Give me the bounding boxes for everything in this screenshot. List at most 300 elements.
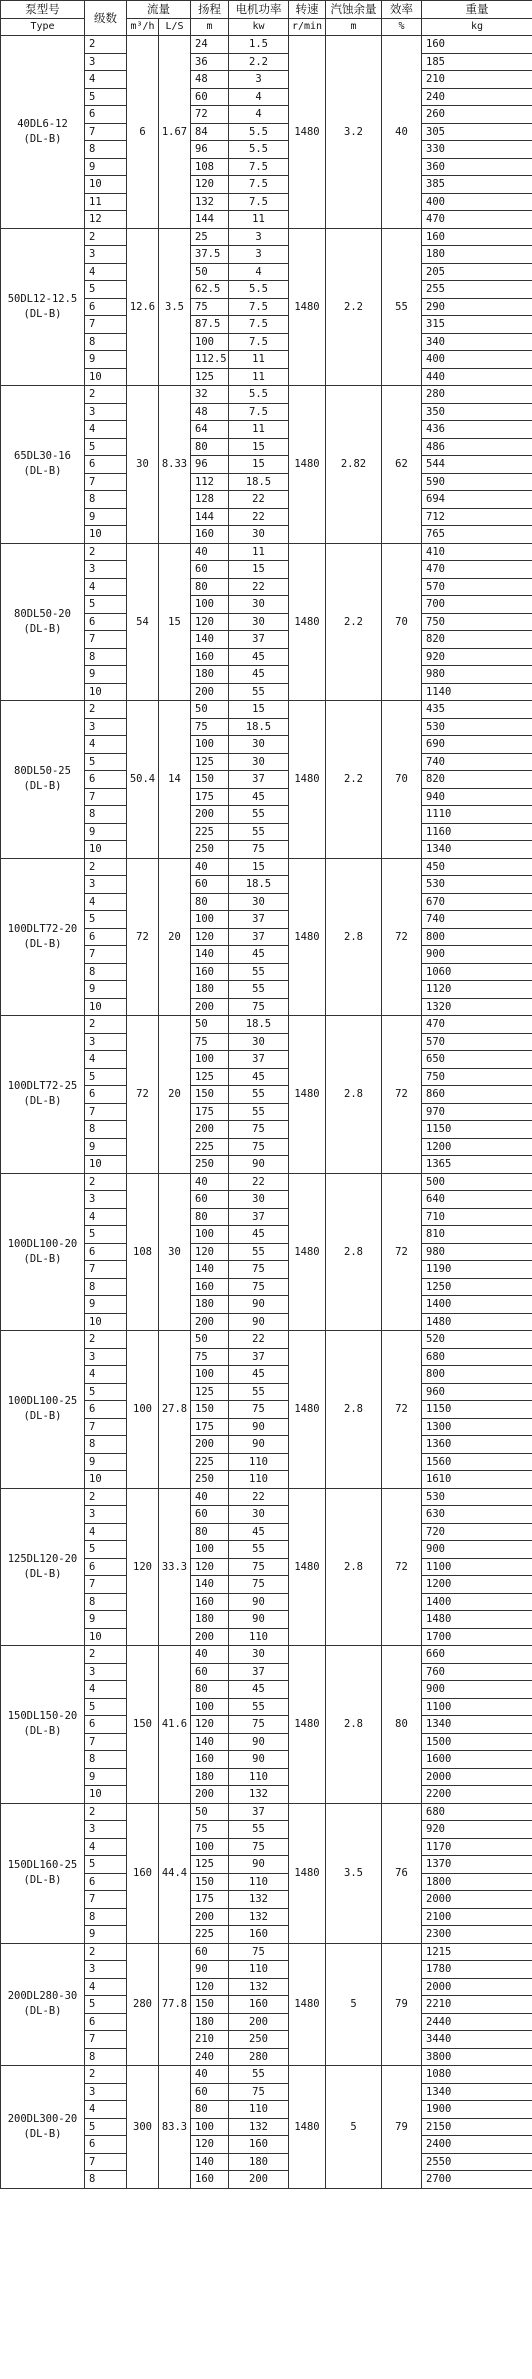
- power-cell: 55: [229, 981, 289, 999]
- flow-m3h-cell: 280: [127, 1943, 159, 2066]
- head-cell: 140: [191, 1261, 229, 1279]
- weight-cell: 330: [422, 141, 532, 159]
- weight-cell: 1060: [422, 963, 532, 981]
- weight-cell: 920: [422, 1821, 532, 1839]
- flow-ls-cell: 3.5: [159, 228, 191, 386]
- weight-cell: 860: [422, 1086, 532, 1104]
- weight-cell: 530: [422, 1488, 532, 1506]
- weight-cell: 530: [422, 876, 532, 894]
- head-cell: 80: [191, 438, 229, 456]
- weight-cell: 1400: [422, 1296, 532, 1314]
- model-variant: (DL-B): [23, 937, 62, 950]
- stage-cell: 4: [85, 2101, 127, 2119]
- model-variant: (DL-B): [23, 2127, 62, 2140]
- model-name: 100DLT72-25: [7, 1080, 78, 1093]
- weight-cell: 435: [422, 701, 532, 719]
- flow-ls-cell: 14: [159, 701, 191, 859]
- header-efficiency-unit: %: [382, 18, 422, 36]
- npsh-cell: 3.2: [326, 36, 382, 229]
- head-cell: 144: [191, 211, 229, 229]
- speed-cell: 1480: [289, 386, 326, 544]
- head-cell: 125: [191, 1068, 229, 1086]
- power-cell: 7.5: [229, 193, 289, 211]
- stage-cell: 5: [85, 438, 127, 456]
- power-cell: 132: [229, 1786, 289, 1804]
- head-cell: 100: [191, 1838, 229, 1856]
- model-variant: (DL-B): [23, 307, 62, 320]
- stage-cell: 6: [85, 928, 127, 946]
- flow-ls-cell: 1.67: [159, 36, 191, 229]
- flow-m3h-cell: 50.4: [127, 701, 159, 859]
- weight-cell: 750: [422, 613, 532, 631]
- weight-cell: 800: [422, 928, 532, 946]
- power-cell: 132: [229, 1891, 289, 1909]
- efficiency-cell: 40: [382, 36, 422, 229]
- head-cell: 75: [191, 1348, 229, 1366]
- power-cell: 37: [229, 631, 289, 649]
- power-cell: 30: [229, 1646, 289, 1664]
- head-cell: 40: [191, 543, 229, 561]
- weight-cell: 1480: [422, 1313, 532, 1331]
- model-name: 200DL300-20: [7, 2112, 78, 2125]
- power-cell: 110: [229, 1873, 289, 1891]
- power-cell: 75: [229, 1558, 289, 1576]
- stage-cell: 9: [85, 1768, 127, 1786]
- stage-cell: 3: [85, 403, 127, 421]
- weight-cell: 570: [422, 578, 532, 596]
- power-cell: 5.5: [229, 123, 289, 141]
- weight-cell: 210: [422, 71, 532, 89]
- stage-cell: 5: [85, 1996, 127, 2014]
- stage-cell: 5: [85, 88, 127, 106]
- head-cell: 100: [191, 596, 229, 614]
- power-cell: 15: [229, 456, 289, 474]
- head-cell: 140: [191, 946, 229, 964]
- head-cell: 140: [191, 1733, 229, 1751]
- weight-cell: 660: [422, 1646, 532, 1664]
- head-cell: 50: [191, 263, 229, 281]
- weight-cell: 1340: [422, 2083, 532, 2101]
- head-cell: 150: [191, 1996, 229, 2014]
- weight-cell: 544: [422, 456, 532, 474]
- stage-cell: 3: [85, 1191, 127, 1209]
- model-cell: [1, 228, 85, 386]
- weight-cell: 1100: [422, 1558, 532, 1576]
- stage-cell: 10: [85, 1628, 127, 1646]
- head-cell: 180: [191, 1611, 229, 1629]
- header-efficiency: 效率: [382, 1, 422, 19]
- head-cell: 80: [191, 1523, 229, 1541]
- head-cell: 250: [191, 1156, 229, 1174]
- stage-cell: 2: [85, 1943, 127, 1961]
- head-cell: 120: [191, 928, 229, 946]
- header-head: 扬程: [191, 1, 229, 19]
- model-variant: (DL-B): [23, 1874, 62, 1886]
- speed-cell: 1480: [289, 228, 326, 386]
- power-cell: 30: [229, 613, 289, 631]
- stage-cell: 7: [85, 1418, 127, 1436]
- stage-cell: 7: [85, 946, 127, 964]
- weight-cell: 760: [422, 1663, 532, 1681]
- head-cell: 200: [191, 1908, 229, 1926]
- head-cell: 250: [191, 841, 229, 859]
- weight-cell: 2150: [422, 2118, 532, 2136]
- power-cell: 55: [229, 683, 289, 701]
- header-weight-unit: kg: [422, 18, 532, 36]
- weight-cell: 486: [422, 438, 532, 456]
- weight-cell: 160: [422, 228, 532, 246]
- power-cell: 4: [229, 88, 289, 106]
- head-cell: 140: [191, 631, 229, 649]
- power-cell: 7.5: [229, 298, 289, 316]
- power-cell: 30: [229, 893, 289, 911]
- power-cell: 280: [229, 2048, 289, 2066]
- stage-cell: 10: [85, 841, 127, 859]
- stage-cell: 10: [85, 368, 127, 386]
- power-cell: 55: [229, 806, 289, 824]
- power-cell: 45: [229, 666, 289, 684]
- npsh-cell: 2.2: [326, 701, 382, 859]
- weight-cell: 440: [422, 368, 532, 386]
- power-cell: 55: [229, 1383, 289, 1401]
- head-cell: 132: [191, 193, 229, 211]
- stage-cell: 6: [85, 298, 127, 316]
- head-cell: 100: [191, 1541, 229, 1559]
- power-cell: 4: [229, 106, 289, 124]
- power-cell: 7.5: [229, 158, 289, 176]
- table-row: [1, 1331, 532, 1349]
- power-cell: 75: [229, 1121, 289, 1139]
- weight-cell: 185: [422, 53, 532, 71]
- stage-cell: 4: [85, 1051, 127, 1069]
- power-cell: 55: [229, 823, 289, 841]
- power-cell: 30: [229, 736, 289, 754]
- power-cell: 30: [229, 526, 289, 544]
- head-cell: 180: [191, 1768, 229, 1786]
- power-cell: 7.5: [229, 333, 289, 351]
- weight-cell: 980: [422, 666, 532, 684]
- stage-cell: 7: [85, 631, 127, 649]
- head-cell: 200: [191, 1313, 229, 1331]
- flow-ls-cell: 15: [159, 543, 191, 701]
- weight-cell: 680: [422, 1803, 532, 1821]
- head-cell: 180: [191, 981, 229, 999]
- stage-cell: 6: [85, 771, 127, 789]
- stage-cell: 8: [85, 1121, 127, 1139]
- power-cell: 200: [229, 2171, 289, 2189]
- speed-cell: 1480: [289, 701, 326, 859]
- stage-cell: 3: [85, 718, 127, 736]
- weight-cell: 700: [422, 596, 532, 614]
- power-cell: 110: [229, 1768, 289, 1786]
- head-cell: 125: [191, 1856, 229, 1874]
- weight-cell: 290: [422, 298, 532, 316]
- head-cell: 36: [191, 53, 229, 71]
- stage-cell: 4: [85, 1978, 127, 1996]
- stage-cell: 4: [85, 1366, 127, 1384]
- weight-cell: 450: [422, 858, 532, 876]
- weight-cell: 2000: [422, 1891, 532, 1909]
- flow-m3h-cell: 12.6: [127, 228, 159, 386]
- model-variant: (DL-B): [23, 1252, 62, 1265]
- weight-cell: 160: [422, 36, 532, 54]
- power-cell: 75: [229, 2083, 289, 2101]
- table-row: [1, 543, 532, 561]
- table-row: [1, 1803, 532, 1821]
- stage-cell: 7: [85, 1733, 127, 1751]
- weight-cell: 694: [422, 491, 532, 509]
- weight-cell: 1600: [422, 1751, 532, 1769]
- power-cell: 90: [229, 1418, 289, 1436]
- stage-cell: 8: [85, 2048, 127, 2066]
- stage-cell: 9: [85, 158, 127, 176]
- stage-cell: 4: [85, 893, 127, 911]
- flow-m3h-cell: 160: [127, 1803, 159, 1943]
- head-cell: 160: [191, 2171, 229, 2189]
- power-cell: 7.5: [229, 316, 289, 334]
- weight-cell: 1610: [422, 1471, 532, 1489]
- head-cell: 150: [191, 771, 229, 789]
- weight-cell: 670: [422, 893, 532, 911]
- weight-cell: 3800: [422, 2048, 532, 2066]
- efficiency-cell: 72: [382, 1488, 422, 1646]
- weight-cell: 1250: [422, 1278, 532, 1296]
- weight-cell: 820: [422, 771, 532, 789]
- stage-cell: 6: [85, 1086, 127, 1104]
- head-cell: 100: [191, 2118, 229, 2136]
- power-cell: 132: [229, 1978, 289, 1996]
- weight-cell: 240: [422, 88, 532, 106]
- stage-cell: 10: [85, 526, 127, 544]
- head-cell: 160: [191, 1593, 229, 1611]
- stage-cell: 7: [85, 1261, 127, 1279]
- model-name: 200DL280-30: [7, 1990, 78, 2003]
- power-cell: 55: [229, 1821, 289, 1839]
- stage-cell: 3: [85, 1961, 127, 1979]
- power-cell: 75: [229, 1278, 289, 1296]
- weight-cell: 820: [422, 631, 532, 649]
- power-cell: 22: [229, 491, 289, 509]
- weight-cell: 2300: [422, 1926, 532, 1944]
- stage-cell: 8: [85, 491, 127, 509]
- power-cell: 75: [229, 1401, 289, 1419]
- efficiency-cell: 72: [382, 858, 422, 1016]
- power-cell: 11: [229, 211, 289, 229]
- npsh-cell: 2.8: [326, 1173, 382, 1331]
- head-cell: 150: [191, 1086, 229, 1104]
- header-stages: 级数: [85, 1, 127, 36]
- power-cell: 11: [229, 543, 289, 561]
- stage-cell: 7: [85, 316, 127, 334]
- model-variant: (DL-B): [23, 465, 62, 478]
- weight-cell: 1100: [422, 1698, 532, 1716]
- pump-table-body: [1, 36, 532, 2189]
- power-cell: 75: [229, 1943, 289, 1961]
- head-cell: 120: [191, 613, 229, 631]
- head-cell: 80: [191, 893, 229, 911]
- weight-cell: 1780: [422, 1961, 532, 1979]
- header-power: 电机功率: [229, 1, 289, 19]
- flow-m3h-cell: 54: [127, 543, 159, 701]
- power-cell: 90: [229, 1611, 289, 1629]
- efficiency-cell: 79: [382, 1943, 422, 2066]
- power-cell: 11: [229, 421, 289, 439]
- head-cell: 37.5: [191, 246, 229, 264]
- speed-cell: 1480: [289, 1646, 326, 1804]
- power-cell: 37: [229, 1348, 289, 1366]
- stage-cell: 4: [85, 578, 127, 596]
- head-cell: 72: [191, 106, 229, 124]
- model-name: 65DL30-16: [14, 450, 71, 463]
- weight-cell: 280: [422, 386, 532, 404]
- speed-cell: 1480: [289, 543, 326, 701]
- stage-cell: 7: [85, 788, 127, 806]
- stage-cell: 8: [85, 806, 127, 824]
- flow-ls-cell: 20: [159, 858, 191, 1016]
- head-cell: 120: [191, 2136, 229, 2154]
- weight-cell: 970: [422, 1103, 532, 1121]
- stage-cell: 10: [85, 1313, 127, 1331]
- weight-cell: 590: [422, 473, 532, 491]
- model-cell: [1, 386, 85, 544]
- head-cell: 75: [191, 298, 229, 316]
- weight-cell: 1170: [422, 1838, 532, 1856]
- power-cell: 15: [229, 858, 289, 876]
- power-cell: 45: [229, 1681, 289, 1699]
- head-cell: 100: [191, 1698, 229, 1716]
- flow-m3h-cell: 6: [127, 36, 159, 229]
- weight-cell: 1200: [422, 1138, 532, 1156]
- header-type-en: Type: [1, 18, 85, 36]
- head-cell: 125: [191, 753, 229, 771]
- header-row-2: [1, 18, 532, 36]
- model-cell: [1, 701, 85, 859]
- stage-cell: 10: [85, 683, 127, 701]
- table-row: [1, 701, 532, 719]
- table-row: [1, 858, 532, 876]
- power-cell: 37: [229, 1051, 289, 1069]
- weight-cell: 255: [422, 281, 532, 299]
- header-power-unit: kw: [229, 18, 289, 36]
- power-cell: 55: [229, 1541, 289, 1559]
- weight-cell: 470: [422, 561, 532, 579]
- power-cell: 90: [229, 1296, 289, 1314]
- stage-cell: 5: [85, 753, 127, 771]
- stage-cell: 11: [85, 193, 127, 211]
- weight-cell: 2210: [422, 1996, 532, 2014]
- stage-cell: 5: [85, 911, 127, 929]
- power-cell: 160: [229, 2136, 289, 2154]
- weight-cell: 305: [422, 123, 532, 141]
- power-cell: 5.5: [229, 141, 289, 159]
- head-cell: 200: [191, 1786, 229, 1804]
- power-cell: 15: [229, 701, 289, 719]
- weight-cell: 2440: [422, 2013, 532, 2031]
- flow-ls-cell: 83.3: [159, 2066, 191, 2189]
- head-cell: 160: [191, 648, 229, 666]
- weight-cell: 350: [422, 403, 532, 421]
- weight-cell: 400: [422, 193, 532, 211]
- stage-cell: 6: [85, 106, 127, 124]
- power-cell: 18.5: [229, 1016, 289, 1034]
- head-cell: 140: [191, 1576, 229, 1594]
- weight-cell: 1365: [422, 1156, 532, 1174]
- head-cell: 180: [191, 1296, 229, 1314]
- stage-cell: 5: [85, 1226, 127, 1244]
- head-cell: 50: [191, 1331, 229, 1349]
- flow-m3h-cell: 300: [127, 2066, 159, 2189]
- head-cell: 200: [191, 998, 229, 1016]
- stage-cell: 5: [85, 1383, 127, 1401]
- stage-cell: 5: [85, 1068, 127, 1086]
- head-cell: 40: [191, 2066, 229, 2084]
- stage-cell: 4: [85, 1838, 127, 1856]
- head-cell: 200: [191, 683, 229, 701]
- power-cell: 132: [229, 1908, 289, 1926]
- power-cell: 7.5: [229, 403, 289, 421]
- stage-cell: 4: [85, 71, 127, 89]
- weight-cell: 530: [422, 718, 532, 736]
- model-name: 100DL100-25: [7, 1395, 78, 1408]
- weight-cell: 1150: [422, 1401, 532, 1419]
- head-cell: 112.5: [191, 351, 229, 369]
- head-cell: 120: [191, 1243, 229, 1261]
- power-cell: 90: [229, 1733, 289, 1751]
- weight-cell: 740: [422, 911, 532, 929]
- stage-cell: 8: [85, 1908, 127, 1926]
- stage-cell: 8: [85, 648, 127, 666]
- model-cell: [1, 36, 85, 229]
- stage-cell: 5: [85, 281, 127, 299]
- stage-cell: 10: [85, 1156, 127, 1174]
- weight-cell: 900: [422, 1681, 532, 1699]
- flow-ls-cell: 44.4: [159, 1803, 191, 1943]
- header-speed: 转速: [289, 1, 326, 19]
- power-cell: 160: [229, 1996, 289, 2014]
- stage-cell: 9: [85, 1138, 127, 1156]
- stage-cell: 8: [85, 1436, 127, 1454]
- header-flow-unit-ls: L/S: [159, 18, 191, 36]
- power-cell: 75: [229, 1138, 289, 1156]
- weight-cell: 630: [422, 1506, 532, 1524]
- model-name: 125DL120-20: [7, 1552, 78, 1565]
- head-cell: 50: [191, 701, 229, 719]
- speed-cell: 1480: [289, 1173, 326, 1331]
- stage-cell: 6: [85, 2013, 127, 2031]
- weight-cell: 650: [422, 1051, 532, 1069]
- head-cell: 50: [191, 1803, 229, 1821]
- head-cell: 100: [191, 1051, 229, 1069]
- flow-m3h-cell: 100: [127, 1331, 159, 1489]
- weight-cell: 360: [422, 158, 532, 176]
- head-cell: 50: [191, 1016, 229, 1034]
- stage-cell: 10: [85, 998, 127, 1016]
- power-cell: 90: [229, 1593, 289, 1611]
- flow-m3h-cell: 30: [127, 386, 159, 544]
- stage-cell: 8: [85, 141, 127, 159]
- model-variant: (DL-B): [23, 132, 62, 145]
- weight-cell: 900: [422, 946, 532, 964]
- head-cell: 80: [191, 1681, 229, 1699]
- power-cell: 15: [229, 561, 289, 579]
- power-cell: 30: [229, 1506, 289, 1524]
- head-cell: 100: [191, 333, 229, 351]
- head-cell: 112: [191, 473, 229, 491]
- speed-cell: 1480: [289, 1803, 326, 1943]
- power-cell: 90: [229, 1751, 289, 1769]
- flow-m3h-cell: 72: [127, 1016, 159, 1174]
- model-variant: (DL-B): [23, 780, 62, 793]
